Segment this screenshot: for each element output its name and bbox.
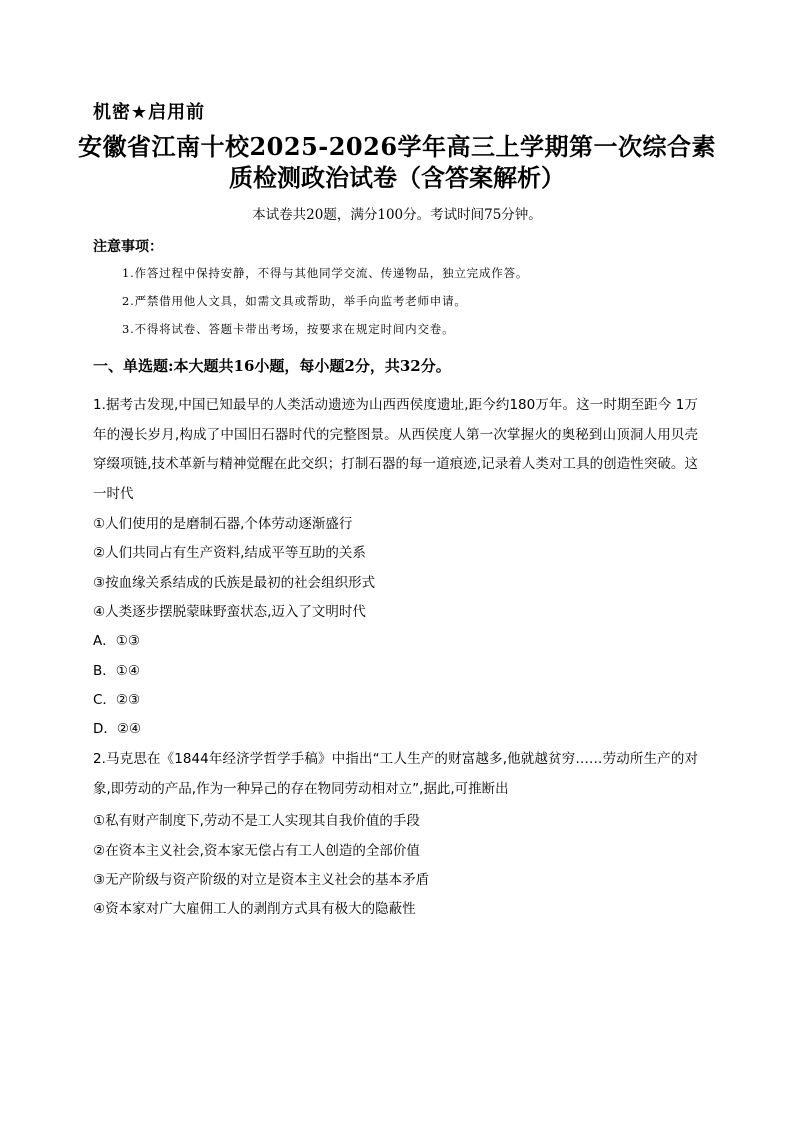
notice-item: 2.严禁借用他人文具，如需文具或帮助，举手向监考老师申请。 <box>122 294 467 308</box>
question-1-stem: 1.据考古发现,中国已知最早的人类活动遗迹为山西西侯度遗址,距今约180万年。这一时期至距今 1万年的漫长岁月,构成了中国旧石器时代的完整图景。从西侯度人第一次掌握火的奥秘到山顶洞人用贝壳穿缀项链,技术革新与精神觉醒在此交织；打制石器的每一道痕迹,记录着人类对工具的创造性突破。这一时代 <box>93 397 698 502</box>
section-heading: 一、单选题:本大题共16小题，每小题2分，共32分。 <box>93 357 451 375</box>
question-1-statement: ②人们共同占有生产资料,结成平等互助的关系 <box>93 545 366 561</box>
question-1-statement: ④人类逐步摆脱蒙昧野蛮状态,迈入了文明时代 <box>93 604 366 620</box>
question-1-option-a: A．①③ <box>93 633 140 649</box>
question-1-option-c: C．②③ <box>93 692 141 708</box>
notice-item: 3.不得将试卷、答题卡带出考场，按要求在规定时间内交卷。 <box>122 322 455 336</box>
secret-mark: 机密★启用前 <box>93 102 206 123</box>
question-2-statement: ③无产阶级与资产阶级的对立是资本主义社会的基本矛盾 <box>93 872 430 888</box>
notice-item: 1.作答过程中保持安静，不得与其他同学交流、传递物品，独立完成作答。 <box>122 266 529 280</box>
question-1-option-b: B．①④ <box>93 663 140 679</box>
exam-title-line-1: 安徽省江南十校2025-2026学年高三上学期第一次综合素 <box>77 132 717 161</box>
question-2-statement: ①私有财产制度下,劳动不是工人实现其自我价值的手段 <box>93 813 420 829</box>
exam-title-line-2: 质检测政治试卷（含答案解析） <box>229 163 565 192</box>
question-1-option-d: D．②④ <box>93 721 142 737</box>
notice-heading: 注意事项： <box>93 239 163 255</box>
question-1-statement: ③按血缘关系结成的氏族是最初的社会组织形式 <box>93 575 376 591</box>
question-2-statement: ④资本家对广大雇佣工人的剥削方式具有极大的隐蔽性 <box>93 901 416 917</box>
question-2-statement: ②在资本主义社会,资本家无偿占有工人创造的全部价值 <box>93 843 420 859</box>
question-1-statement: ①人们使用的是磨制石器,个体劳动逐渐盛行 <box>93 516 353 532</box>
exam-info: 本试卷共20题，满分100分。考试时间75分钟。 <box>252 207 542 223</box>
question-2-stem: 2.马克思在《1844年经济学哲学手稿》中指出“工人生产的财富越多,他就越贫穷……劳动所生产的对象,即劳动的产品,作为一种异己的存在物同劳动相对立”,据此,可推断出 <box>93 751 698 797</box>
